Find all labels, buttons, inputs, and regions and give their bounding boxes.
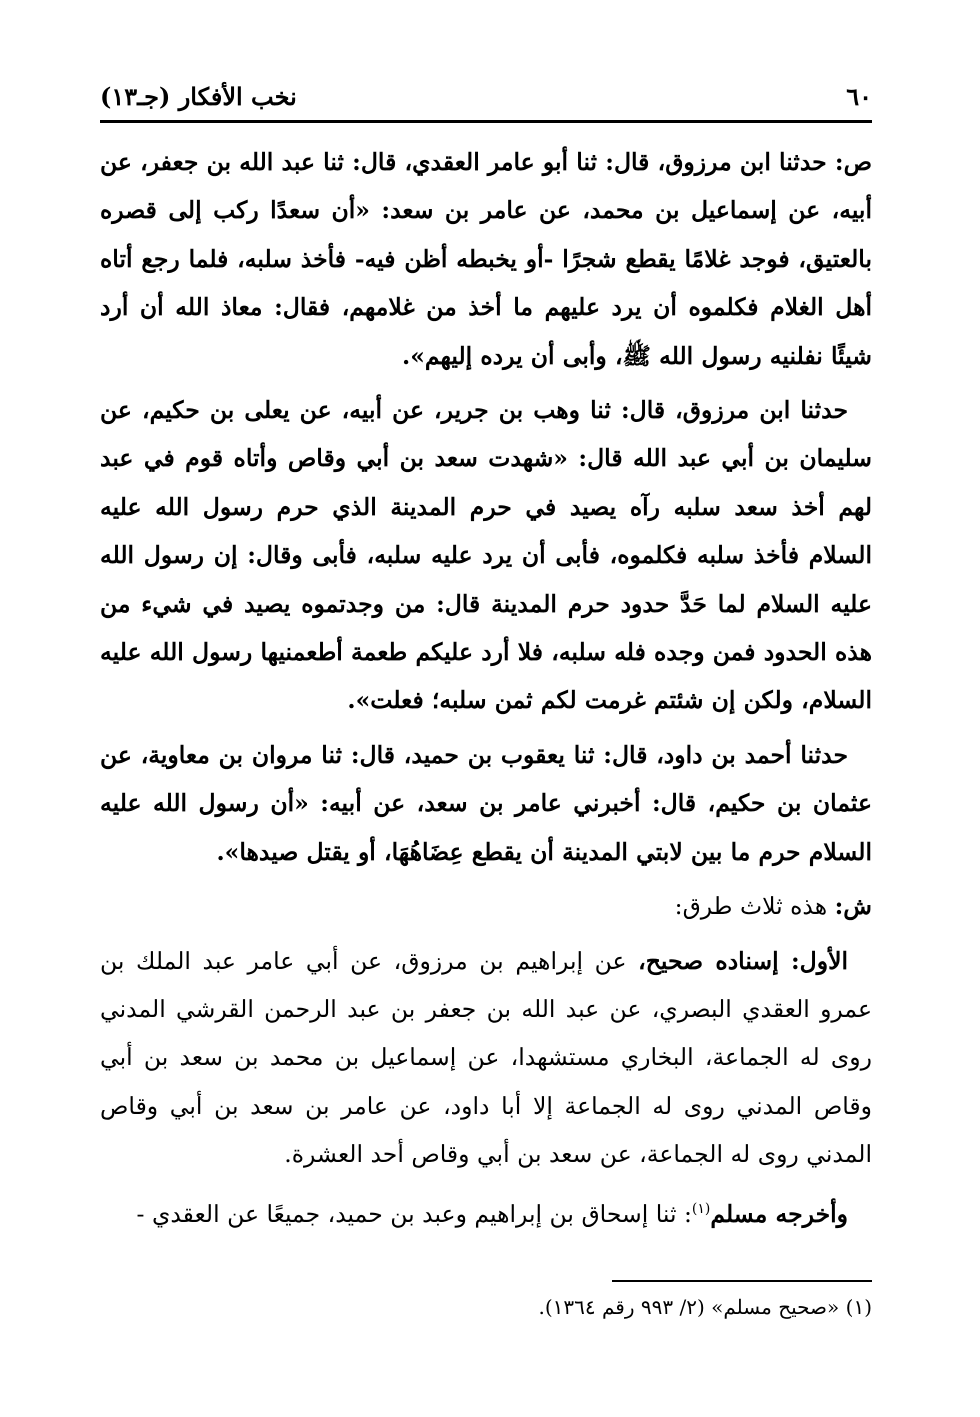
paragraph-3-text: حدثنا أحمد بن داود، قال: ثنا يعقوب بن حميد، قال: ثنا مروان بن معاوية، عن عثمان بن حكيم، قال: أخبرني عامر بن سعد، عن أبيه: «أن رسول الله عليه السلام حرم ما بين لابتي المدينة أن يقطع عِضَاهُهَا، أو يقتل صيدها». <box>100 740 872 866</box>
matn-marker: ص: <box>834 148 872 176</box>
first-path-label: الأول: <box>790 946 848 975</box>
last-line-paragraph <box>100 1185 872 1238</box>
paragraph-1-text: حدثنا ابن مرزوق، قال: ثنا أبو عامر العقدي، قال: ثنا عبد الله بن جعفر، عن أبيه، عن إسماعيل بن محمد، عن عامر بن سعد: «أن سعدًا ركب إلى قصره بالعتيق، فوجد غلامًا يقطع شجرًا -أو يخبطه أظن فيه- فأخذ سلبه، فلما رجع أتاه أهل الغلام فكلموه أن يرد عليهم ما أخذ من غلامهم، فقال: معاذ الله أن أرد شيئًا نفلنيه رسول الله ﷺ، وأبى أن يرده إليهم». <box>100 148 872 370</box>
page-number: ٦٠ <box>846 81 872 111</box>
book-title: نخب الأفكار (جـ١٣) <box>100 81 297 111</box>
footnote: (١) «صحيح مسلم» (٢/ ٩٩٣ رقم ١٣٦٤). <box>538 1295 872 1319</box>
running-header <box>100 76 872 116</box>
paragraph-1 <box>100 138 872 380</box>
last-line-bold: وأخرجه مسلم <box>710 1199 848 1228</box>
paragraph-2-text: حدثنا ابن مرزوق، قال: ثنا وهب بن جرير، عن أبيه، عن يعلى بن حكيم، عن سليمان بن أبي عبد الله قال: «شهدت سعد بن أبي وقاص وأتاه قوم في عبد لهم أخذ سعد سلبه رآه يصيد في حرم المدينة الذي حرم رسول الله عليه السلام فأخذ سلبه فكلموه، فأبى أن يرد عليه سلبه، فأبى وقال: إن رسول الله عليه السلام لما حَدَّ حدود حرم المدينة قال: من وجدتموه يصيد في شيء من هذه الحدود فمن وجده فله سلبه، فلا أرد عليكم طعمة أطعمنيها رسول الله عليه السلام، ولكن إن شئتم غرمت لكم ثمن سلبه؛ فعلت». <box>100 396 872 715</box>
last-line-text: : ثنا إسحاق بن إبراهيم وعبد بن حميد، جميعًا عن العقدي - <box>136 1199 692 1228</box>
header-rule <box>100 120 872 123</box>
sharh-marker: ش: <box>834 892 872 921</box>
footnote-rule <box>612 1280 872 1282</box>
first-path-text: عن إبراهيم بن مرزوق، عن أبي عامر عبد الملك بن عمرو العقدي البصري، عن عبد الله بن جعفر بن عبد الرحمن القرشي المدني روى له الجماعة، البخاري مستشهدا، عن إسماعيل بن محمد بن سعد بن أبي وقاص المدني روى له الجماعة إلا أبا داود، عن عامر بن سعد بن أبي وقاص المدني روى له الجماعة، عن سعد بن أبي وقاص أحد العشرة. <box>100 946 872 1169</box>
main-text <box>100 138 872 1244</box>
sharh-text: هذه ثلاث طرق: <box>674 892 835 921</box>
first-path-bold: إسناده صحيح، <box>638 946 791 975</box>
sharh-paragraph <box>100 882 872 930</box>
paragraph-2 <box>100 386 872 725</box>
paragraph-3 <box>100 731 872 876</box>
footnote-ref: (١) <box>691 1200 711 1217</box>
first-path-paragraph <box>100 937 872 1179</box>
